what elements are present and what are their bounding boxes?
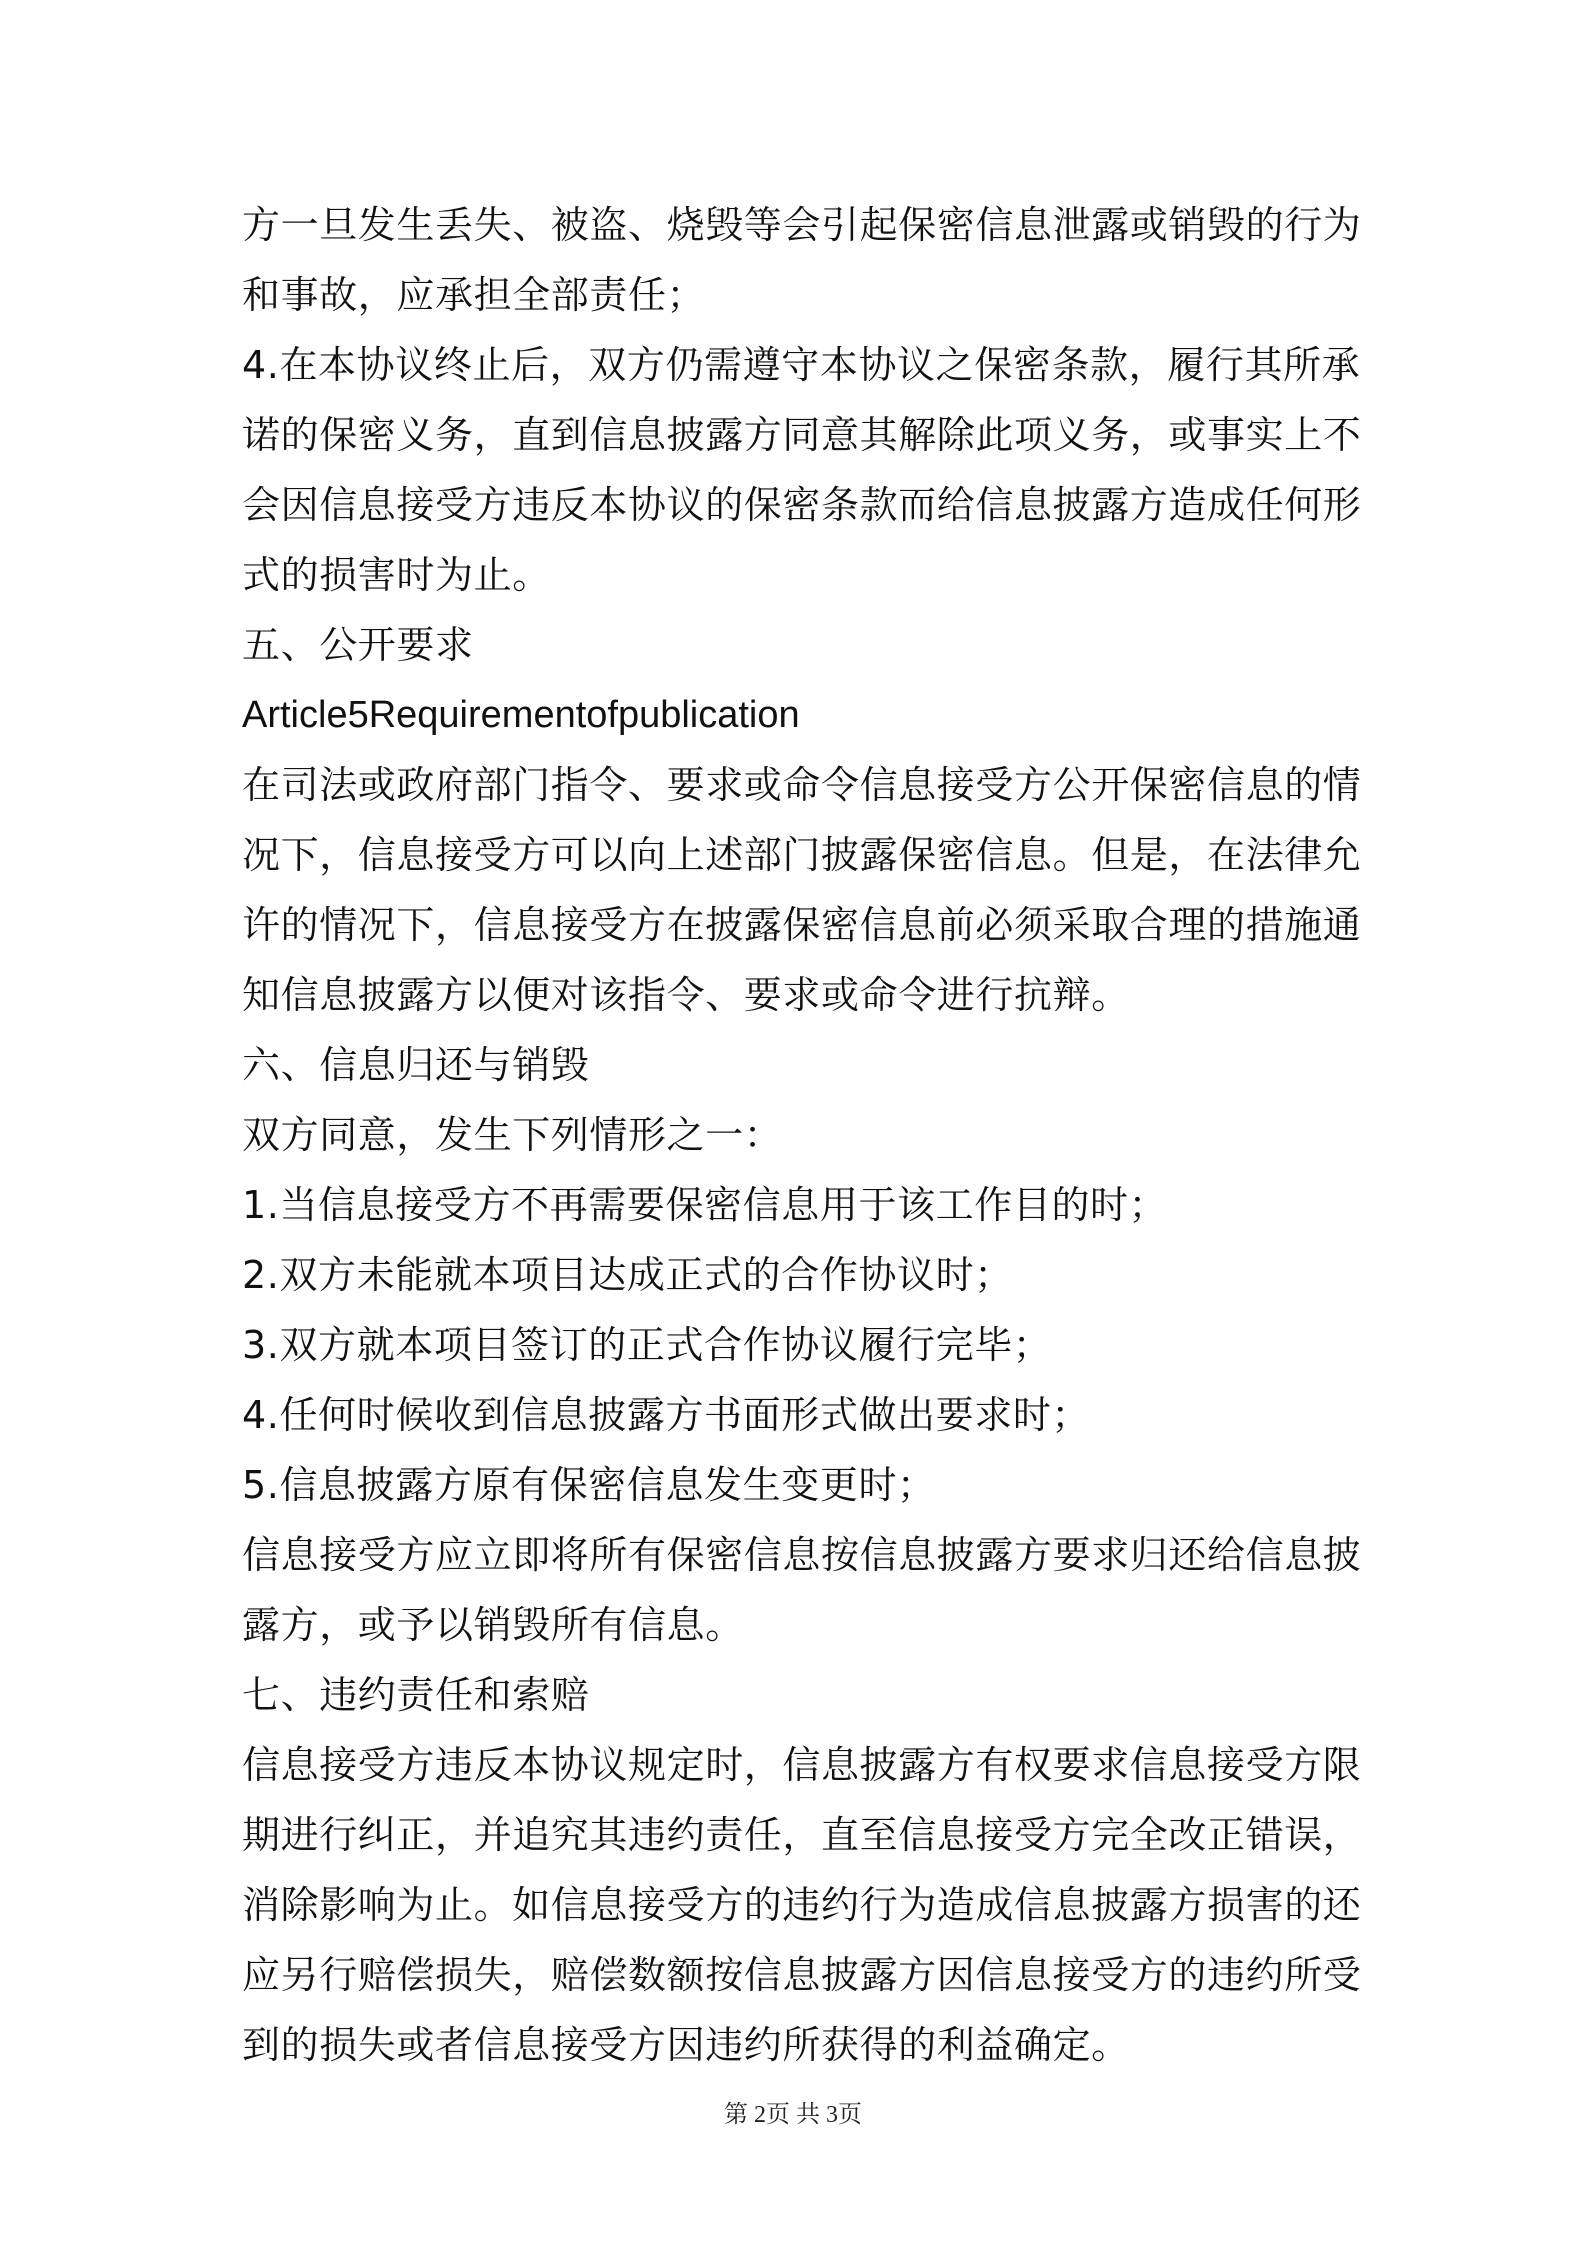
text-line: 在司法或政府部门指令、要求或命令信息接受方公开保密信息的情	[242, 763, 1362, 807]
list-item: 5.信息披露方原有保密信息发生变更时；	[242, 1463, 936, 1507]
list-item: 1.当信息接受方不再需要保密信息用于该工作目的时；	[242, 1183, 1168, 1227]
text-line: 方一旦发生丢失、被盗、烧毁等会引起保密信息泄露或销毁的行为	[242, 203, 1362, 247]
list-item: 4.任何时候收到信息披露方书面形式做出要求时；	[242, 1393, 1091, 1437]
text-line: 露方，或予以销毁所有信息。	[242, 1603, 744, 1647]
text-line: 知信息披露方以便对该指令、要求或命令进行抗辩。	[242, 973, 1130, 1017]
text-line: 应另行赔偿损失，赔偿数额按信息披露方因信息接受方的违约所受	[242, 1953, 1362, 1997]
text-line: 信息接受方应立即将所有保密信息按信息披露方要求归还给信息披	[242, 1533, 1362, 1577]
text-line: 消除影响为止。如信息接受方的违约行为造成信息披露方损害的还	[242, 1883, 1362, 1927]
text-line: 信息接受方违反本协议规定时，信息披露方有权要求信息接受方限	[242, 1743, 1362, 1787]
text-line: 到的损失或者信息接受方因违约所获得的利益确定。	[242, 2023, 1130, 2067]
list-item: 2.双方未能就本项目达成正式的合作协议时；	[242, 1253, 1013, 1297]
section-heading: 六、信息归还与销毁	[242, 1043, 590, 1087]
section-heading: 五、公开要求	[242, 623, 474, 667]
text-line: 况下，信息接受方可以向上述部门披露保密信息。但是，在法律允	[242, 833, 1362, 877]
text-line: 4.在本协议终止后，双方仍需遵守本协议之保密条款，履行其所承	[242, 343, 1361, 387]
text-line: 会因信息接受方违反本协议的保密条款而给信息披露方造成任何形	[242, 483, 1362, 527]
section-heading: 七、违约责任和索赔	[242, 1673, 590, 1717]
text-line: 诺的保密义务，直到信息披露方同意其解除此项义务，或事实上不	[242, 413, 1362, 457]
text-line: 期进行纠正，并追究其违约责任，直至信息接受方完全改正错误，	[242, 1813, 1362, 1857]
document-body	[242, 190, 1362, 2080]
page-number: 第 2页 共 3页	[724, 2102, 862, 2128]
text-line: 双方同意，发生下列情形之一：	[242, 1113, 783, 1157]
text-line: 和事故，应承担全部责任；	[242, 273, 706, 317]
text-line: 式的损害时为止。	[242, 553, 551, 597]
text-line: 许的情况下，信息接受方在披露保密信息前必须采取合理的措施通	[242, 903, 1362, 947]
list-item: 3.双方就本项目签订的正式合作协议履行完毕；	[242, 1323, 1052, 1367]
section-heading-english: Article5Requirementofpublication	[242, 694, 800, 736]
